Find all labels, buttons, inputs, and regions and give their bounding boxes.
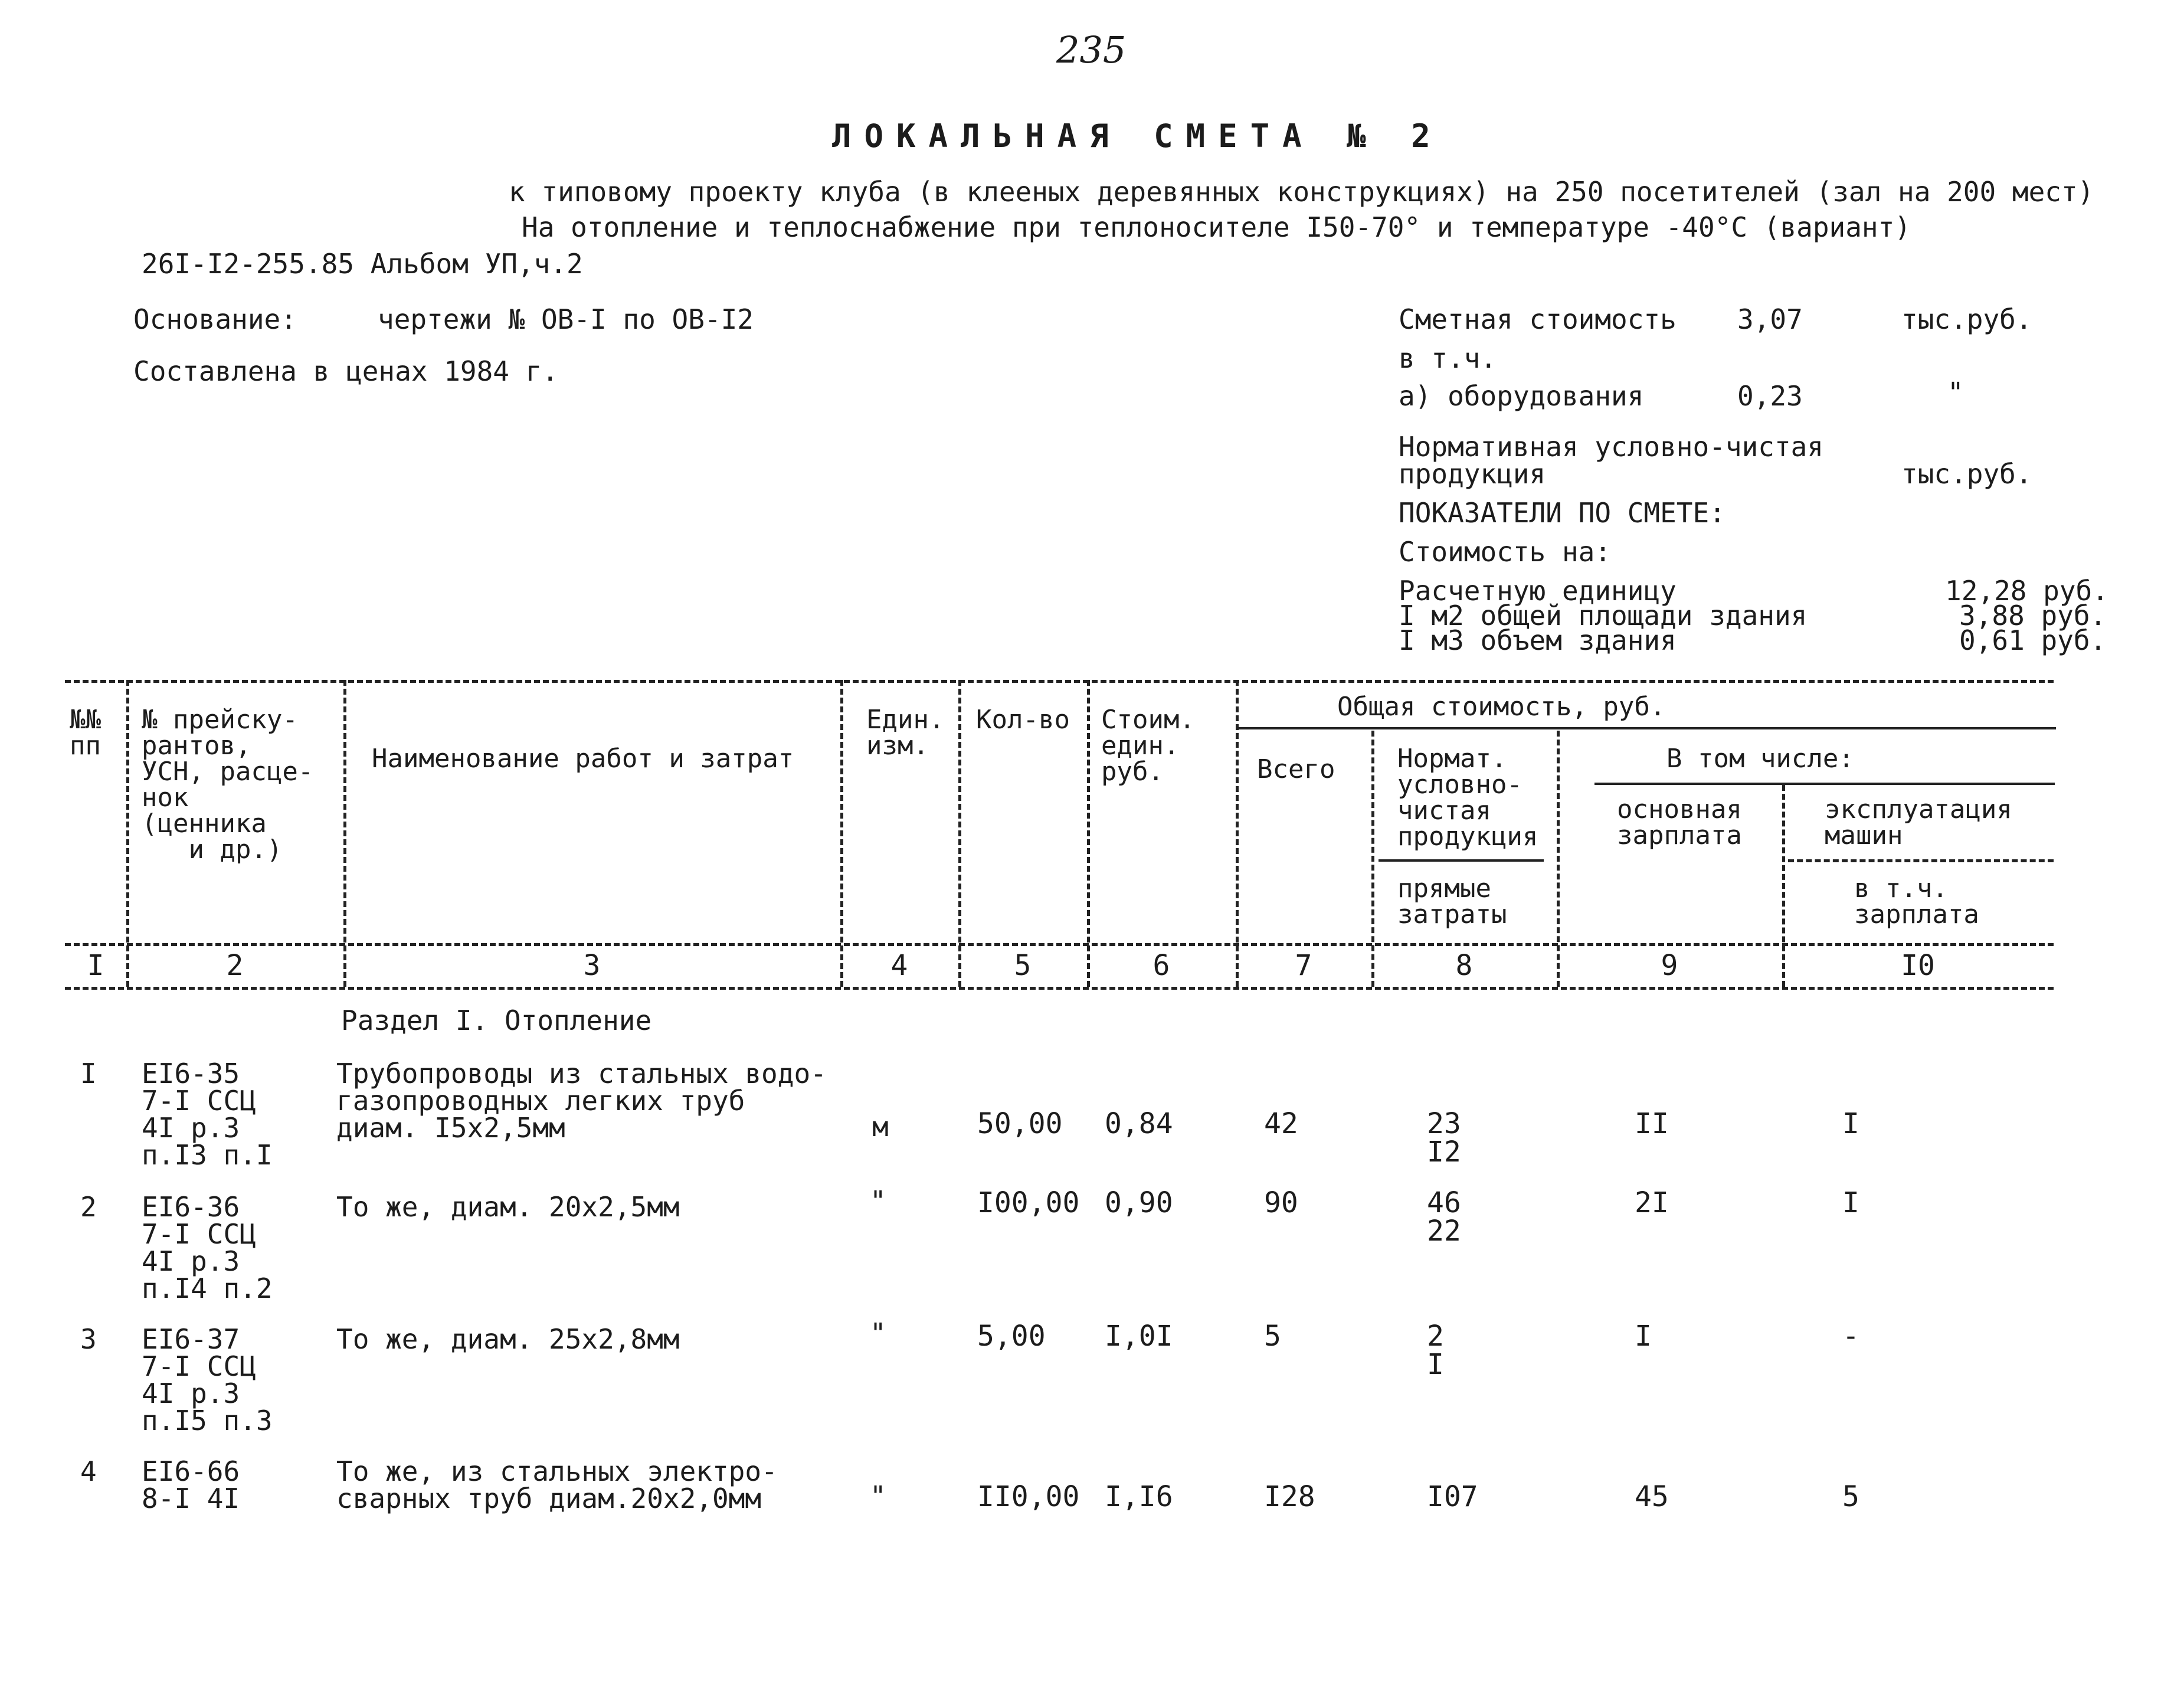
row-normative: 23 I2: [1427, 1107, 1461, 1169]
col-number: I: [87, 949, 104, 982]
per-m3-label: I м3 объем здания: [1399, 624, 1677, 656]
per-m2-value: 3,88 руб.: [1959, 600, 2107, 631]
row-machine: I: [1842, 1186, 1859, 1219]
row-unit-cost: 0,90: [1105, 1186, 1173, 1219]
normative-label-1: Нормативная условно-чистая: [1399, 431, 1824, 463]
row-price-code: EI6-35 7-I ССЦ 4I р.3 п.I3 п.I: [142, 1058, 273, 1171]
header-machine-salary: в т.ч. зарплата: [1854, 873, 1979, 930]
page-number: 235: [1056, 28, 1127, 71]
header-normative: Нормат. условно- чистая продукция: [1397, 744, 1538, 852]
row-work-name: То же, диам. 20x2,5мм: [336, 1191, 680, 1223]
total-cost-rule: [1236, 727, 2056, 729]
header-total: Всего: [1257, 754, 1335, 784]
header-including: В том числе:: [1666, 744, 1854, 774]
col-divider-2: [343, 680, 346, 987]
estimated-cost-unit: тыс.руб.: [1901, 303, 2032, 335]
basis-label: Основание:: [133, 303, 297, 335]
per-unit-value: 12,28 руб.: [1945, 575, 2108, 607]
col-number: 7: [1295, 949, 1312, 982]
row-number: 3: [80, 1323, 97, 1355]
basis-value: чертежи № ОВ-I по ОВ-I2: [378, 303, 754, 335]
row-base-salary: II: [1635, 1107, 1669, 1140]
row-price-code: EI6-66 8-I 4I: [142, 1455, 240, 1514]
row-price-code: EI6-36 7-I ССЦ 4I р.3 п.I4 п.2: [142, 1191, 273, 1304]
row-normative: I07: [1427, 1480, 1478, 1513]
subtitle-line-1: к типовому проекту клуба (в клееных деревянных конструкциях) на 250 посетителей (зал на 200 мест): [509, 176, 2094, 208]
cost-per-label: Стоимость на:: [1399, 536, 1612, 568]
row-unit: ": [870, 1480, 886, 1512]
header-bottom-rule: [65, 943, 2054, 946]
col-divider-4: [958, 680, 961, 987]
section-heading: Раздел I. Отопление: [341, 1004, 652, 1036]
col-number: 3: [583, 949, 601, 982]
row-total: 90: [1264, 1186, 1298, 1219]
row-quantity: I00,00: [977, 1186, 1080, 1219]
per-m2-label: I м2 общей площади здания: [1399, 600, 1808, 631]
equipment-unit-ditto: ": [1947, 377, 1964, 408]
row-base-salary: 45: [1635, 1480, 1669, 1513]
row-base-salary: 2I: [1635, 1186, 1669, 1219]
equipment-label: а) оборудования: [1399, 380, 1644, 412]
row-total: 5: [1264, 1320, 1281, 1353]
row-quantity: II0,00: [977, 1480, 1080, 1513]
column-numbers-rule: [65, 987, 2054, 990]
indicators-heading: ПОКАЗАТЕЛИ ПО СМЕТЕ:: [1399, 497, 1725, 529]
header-unit-cost: Стоим. един. руб.: [1101, 705, 1195, 787]
row-unit-cost: I,0I: [1105, 1320, 1173, 1353]
normative-label-2: продукция: [1399, 458, 1546, 490]
row-quantity: 50,00: [977, 1107, 1063, 1140]
row-work-name: То же, диам. 25x2,8мм: [336, 1323, 680, 1355]
header-total-cost: Общая стоимость, руб.: [1337, 692, 1666, 722]
row-price-code: EI6-37 7-I ССЦ 4I р.3 п.I5 п.3: [142, 1323, 273, 1437]
prices-year: Составлена в ценах 1984 г.: [133, 355, 559, 387]
table-top-rule: [65, 680, 2054, 683]
row-work-name: Трубопроводы из стальных водо- газопроводных легких труб диам. I5x2,5мм: [336, 1058, 827, 1144]
incl-rule: [1594, 783, 2055, 785]
header-direct-costs: прямые затраты: [1397, 873, 1507, 930]
estimated-cost-label: Сметная стоимость: [1399, 303, 1677, 335]
col-number: 6: [1152, 949, 1170, 982]
col-divider-7: [1371, 731, 1374, 987]
header-machine-operation: эксплуатация машин: [1825, 794, 2012, 850]
row-number: 4: [80, 1455, 97, 1487]
row-unit: ": [870, 1185, 886, 1217]
project-reference: 26I-I2-255.85 Альбом УП,ч.2: [142, 248, 583, 280]
row-unit: ": [870, 1317, 886, 1349]
including-label: в т.ч.: [1399, 342, 1497, 374]
row-machine: I: [1842, 1107, 1859, 1140]
machine-rule: [1788, 859, 2054, 862]
norm-rule: [1379, 859, 1544, 862]
per-m3-value: 0,61 руб.: [1959, 624, 2107, 656]
row-machine: 5: [1842, 1480, 1859, 1513]
header-price-list: № прейскy- рантов, УСН, расце- нок (ценника и др.): [142, 705, 314, 865]
row-unit-cost: I,I6: [1105, 1480, 1173, 1513]
header-quantity: Кол-во: [976, 705, 1070, 735]
row-normative: 46 22: [1427, 1186, 1461, 1248]
row-machine: -: [1842, 1320, 1859, 1353]
header-row-number: №№ пп: [70, 705, 101, 761]
col-number: I0: [1901, 949, 1935, 982]
row-unit-cost: 0,84: [1105, 1107, 1173, 1140]
col-divider-1: [126, 680, 129, 987]
row-total: I28: [1264, 1480, 1315, 1513]
row-number: 2: [80, 1191, 97, 1223]
subtitle-line-2: На отопление и теплоснабжение при теплоносителе I50-70° и температуре -40°С (вариант): [522, 211, 1911, 243]
equipment-value: 0,23: [1737, 380, 1803, 412]
col-divider-5: [1087, 680, 1090, 987]
document-title: ЛОКАЛЬНАЯ СМЕТА № 2: [832, 117, 1443, 155]
header-base-salary: основная зарплата: [1617, 794, 1742, 850]
col-number: 2: [226, 949, 244, 982]
row-unit: м: [872, 1111, 889, 1143]
row-number: I: [80, 1058, 97, 1089]
col-number: 9: [1661, 949, 1678, 982]
col-divider-3: [840, 680, 843, 987]
estimated-cost-value: 3,07: [1737, 303, 1803, 335]
col-divider-6: [1236, 680, 1239, 987]
row-base-salary: I: [1635, 1320, 1652, 1353]
header-unit: Един. изм.: [866, 705, 945, 761]
col-number: 8: [1455, 949, 1473, 982]
row-normative: 2 I: [1427, 1320, 1444, 1381]
col-divider-8: [1557, 731, 1560, 987]
per-unit-label: Расчетную единицу: [1399, 575, 1677, 607]
row-quantity: 5,00: [977, 1320, 1046, 1353]
row-work-name: То же, из стальных электро- сварных труб диам.20x2,0мм: [336, 1455, 778, 1514]
normative-unit: тыс.руб.: [1901, 458, 2032, 490]
row-total: 42: [1264, 1107, 1298, 1140]
header-work-name: Наименование работ и затрат: [372, 744, 794, 774]
col-number: 4: [890, 949, 908, 982]
col-number: 5: [1014, 949, 1032, 982]
